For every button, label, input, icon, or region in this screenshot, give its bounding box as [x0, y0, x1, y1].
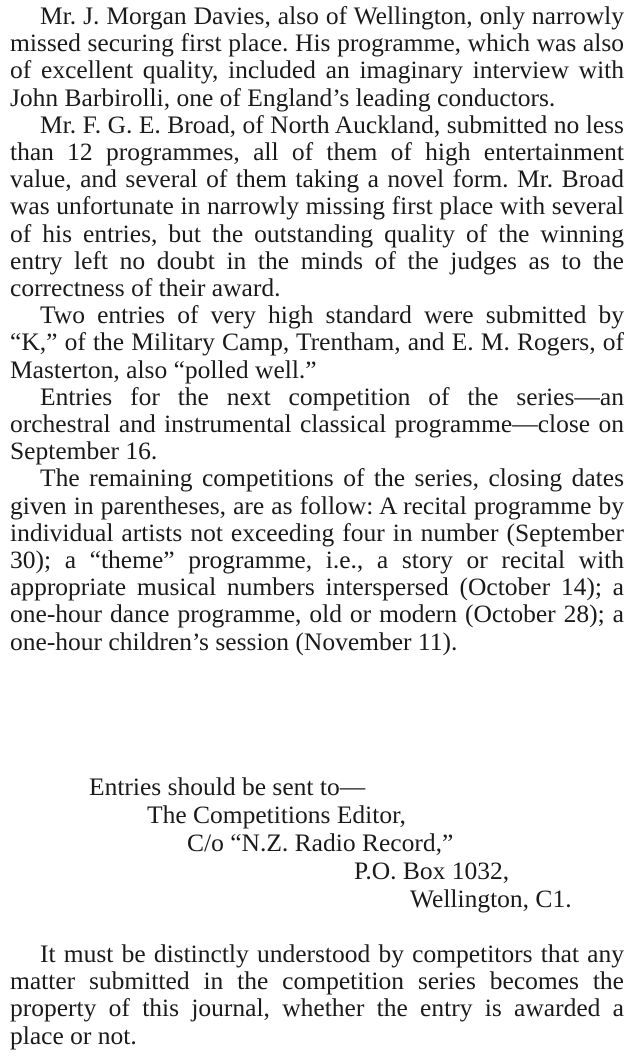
paragraph-two-entries: Two entries of very high standard were submitted by “K,” of the Military Camp, Trentham, and E. M. Rogers, of Masterton, also “polled well.”: [10, 300, 624, 384]
address-line-po-box: P.O. Box 1032,: [354, 856, 510, 885]
property-notice: [10, 940, 624, 1049]
address-line-editor: The Competitions Editor,: [147, 800, 406, 829]
article-body: [10, 2, 624, 655]
paragraph-broad: Mr. F. G. E. Broad, of North Auckland, submitted no less than 12 programmes, all of them of high entertainment value, and several of them taking a novel form. Mr. Broad was unfortunate in narrowly missing first place with several of his entries, but the outstanding quality of the winning entry left no doubt in the minds of the judges as to the correctness of their award.: [10, 109, 624, 303]
address-intro: Entries should be sent to—: [89, 772, 366, 801]
notice-paragraph: It must be distinctly understood by competitors that any matter submitted in the competition series becomes the property of this journal, whether the entry is awarded a place or not.: [10, 939, 624, 1050]
paragraph-next-competition: Entries for the next competition of the series—an orchestral and instrumental classical programme—close on September 16.: [10, 381, 624, 466]
paragraph-remaining-competitions: The remaining competitions of the series, closing dates given in parentheses, are as follow: A recital programme by individual artists not exceeding four in number (September 30); a “theme” programme, i.e., a story or recital with appropriate musical numbers interspersed (October 14); a one-hour dance programme, old or modern (October 28); a one-hour children’s session (November 11).: [10, 463, 624, 656]
paragraph-davies: Mr. J. Morgan Davies, also of Wellington, only narrowly missed securing first place. His programme, which was also of excellent quality, included an imaginary interview with John Barbirolli, one of England’s leading conductors.: [10, 1, 624, 112]
address-line-city: Wellington, C1.: [410, 884, 572, 913]
address-line-care-of: C/o “N.Z. Radio Record,”: [187, 828, 454, 857]
